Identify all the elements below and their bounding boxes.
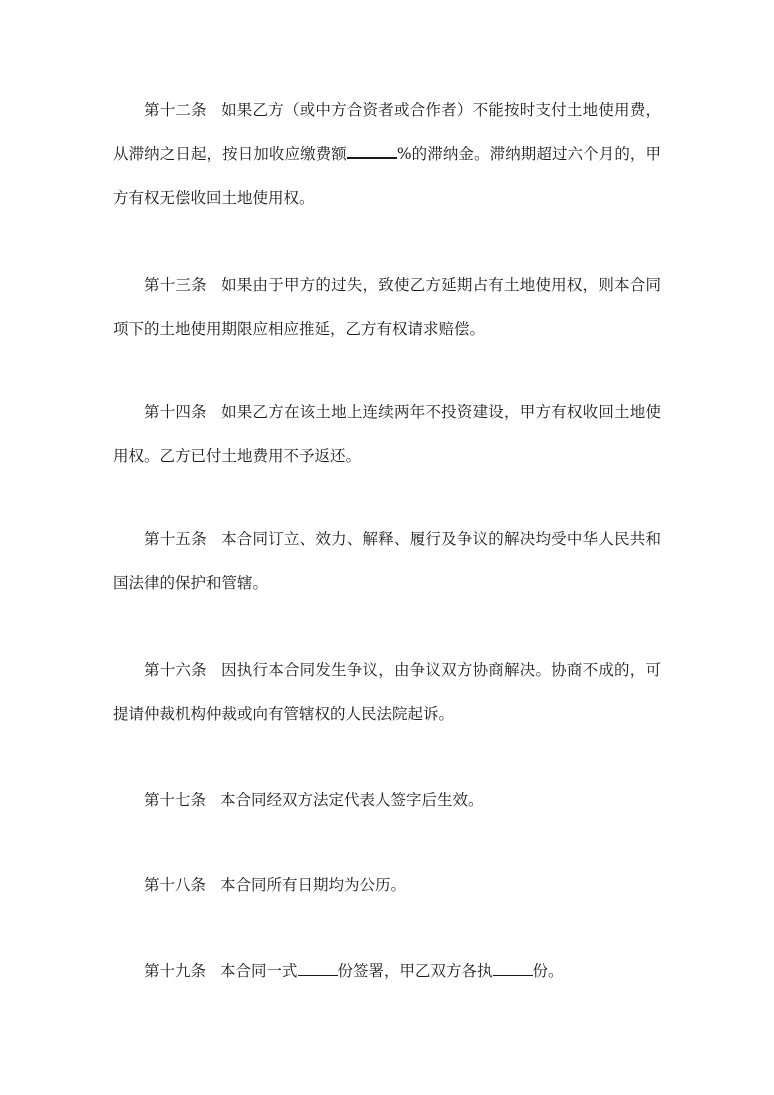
article-number: 第十八条 xyxy=(144,876,207,894)
article-text: 如果乙方（或中方合资者或合作者）不能按时支付土地使用费，从滞纳之日起，按日加收应缴费额 xyxy=(113,101,661,163)
fill-in-blank xyxy=(298,957,338,976)
article-13 xyxy=(113,263,661,351)
article-text: 如果由于甲方的过失，致使乙方延期占有土地使用权，则本合同项下的土地使用期限应相应推延，乙方有权请求赔偿。 xyxy=(113,276,661,338)
article-19 xyxy=(113,949,661,993)
article-number: 第十七条 xyxy=(144,791,207,809)
article-text: 份。 xyxy=(532,962,564,980)
article-15 xyxy=(113,517,661,605)
article-number: 第十二条 xyxy=(144,101,207,119)
article-14 xyxy=(113,390,661,478)
article-text: 本合同经双方法定代表人签字后生效。 xyxy=(220,791,484,809)
article-12 xyxy=(113,88,661,220)
article-text: 本合同一式 xyxy=(220,962,298,980)
article-17 xyxy=(113,778,661,822)
fill-in-blank xyxy=(493,957,533,976)
article-text: 如果乙方在该土地上连续两年不投资建设，甲方有权收回土地使用权。乙方已付土地费用不予返还。 xyxy=(113,403,661,465)
article-number: 第十四条 xyxy=(144,403,207,421)
article-text: 份签署，甲乙双方各执 xyxy=(337,962,493,980)
article-number: 第十九条 xyxy=(144,962,207,980)
fill-in-blank xyxy=(347,139,397,159)
article-18 xyxy=(113,863,661,907)
article-number: 第十三条 xyxy=(144,276,207,294)
article-text: %的滞纳金。滞纳期超过六个月的，甲方有权无偿收回土地使用权。 xyxy=(113,145,661,207)
article-number: 第十六条 xyxy=(144,661,207,679)
article-text: 本合同所有日期均为公历。 xyxy=(220,876,407,894)
article-text: 本合同订立、效力、解释、履行及争议的解决均受中华人民共和国法律的保护和管辖。 xyxy=(113,530,661,592)
article-text: 因执行本合同发生争议，由争议双方协商解决。协商不成的，可提请仲裁机构仲裁或向有管辖权的人民法院起诉。 xyxy=(113,661,661,723)
article-number: 第十五条 xyxy=(144,530,207,548)
article-16 xyxy=(113,648,661,736)
